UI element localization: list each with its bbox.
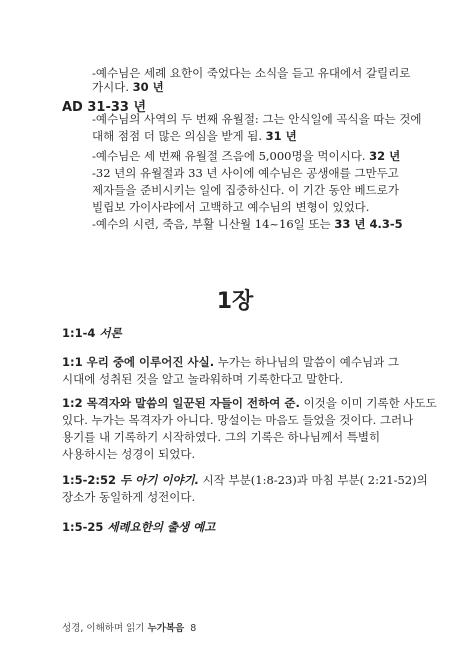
section-1-2-line-3: 용기를 내 기록하기 시작하였다. 그의 기록은 하나님께서 특별히 [62, 430, 381, 444]
timeline-line-7: 제자들을 준비시키는 일에 집중하신다. 이 기간 동안 베드로가 [92, 183, 399, 197]
section-1-2-line-4: 사용하시는 성경이 되었다. [62, 447, 196, 461]
section-1-5-2-52-line-2: 장소가 동일하게 성전이다. [62, 490, 196, 504]
section-1-1-4-heading: 1:1-4 서론 [62, 326, 122, 340]
chapter-title: 1장 [216, 289, 254, 314]
page-number: 8 [190, 623, 197, 634]
timeline-line-5: -예수님은 세 번째 유월절 즈음에 5,000명을 먹이시다. 32 년 [92, 149, 401, 163]
section-1-1-line-1: 1:1 우리 중에 이루어진 사실. 누가는 하나님의 말씀이 예수님과 그 [62, 355, 399, 369]
year-32: 32 년 [369, 149, 401, 163]
footer-series: 성경, 이해하며 읽기 [62, 623, 148, 634]
timeline-line-2: 가시다. 30 년 [92, 80, 164, 94]
timeline-line-4: 대해 점점 더 많은 의심을 받게 됨. 31 년 [92, 129, 297, 143]
section-1-2-line-1: 1:2 목격자와 말씀의 일꾼된 자들이 전하여 준. 이것을 이미 기록한 사도도 [62, 396, 437, 410]
timeline-line-8: 빌립보 가이사랴에서 고백하고 예수님의 변형이 있었다. [92, 200, 370, 214]
year-31: 31 년 [265, 129, 297, 143]
timeline-line-6: -32 년의 유월절과 33 년 사이에 예수님은 공생애를 그만두고 [92, 166, 399, 180]
timeline-line-3: -예수님의 사역의 두 번째 유월절: 그는 안식일에 곡식을 따는 것에 [92, 112, 422, 126]
section-1-2-line-2: 있다. 누가는 목격자가 아니다. 망설이는 마음도 들었을 것이다. 그러나 [62, 413, 414, 427]
timeline-line-9: -예수의 시련, 죽음, 부활 니산월 14~16일 또는 33 년 4.3-5 [92, 217, 403, 231]
section-1-1-line-2: 시대에 성취된 것을 알고 놀라워하며 기록한다고 말한다. [62, 372, 344, 386]
era-heading: AD 31-33 년 [62, 100, 147, 115]
verse-1-1-heading: 1:1 우리 중에 이루어진 사실. [62, 355, 215, 369]
section-1-5-2-52-line-1: 1:5-2:52 두 아기 이야기. 시작 부분(1:8-23)과 마침 부분( 2:21-52)의 [62, 473, 428, 487]
section-1-5-25-heading: 1:5-25 세례요한의 출생 예고 [62, 520, 216, 534]
two-babies-title: 두 아기 이야기. [119, 473, 200, 487]
year-30: 30 년 [132, 80, 164, 94]
year-33: 33 년 4.3-5 [334, 217, 403, 231]
verse-1-2-heading: 1:2 목격자와 말씀의 일꾼된 자들이 전하여 준. [62, 396, 300, 410]
footer-book: 누가복음 [147, 623, 185, 634]
page-footer [62, 620, 196, 634]
timeline-line-1: -예수님은 세례 요한이 죽었다는 소식을 듣고 유대에서 갈릴리로 [92, 66, 411, 80]
